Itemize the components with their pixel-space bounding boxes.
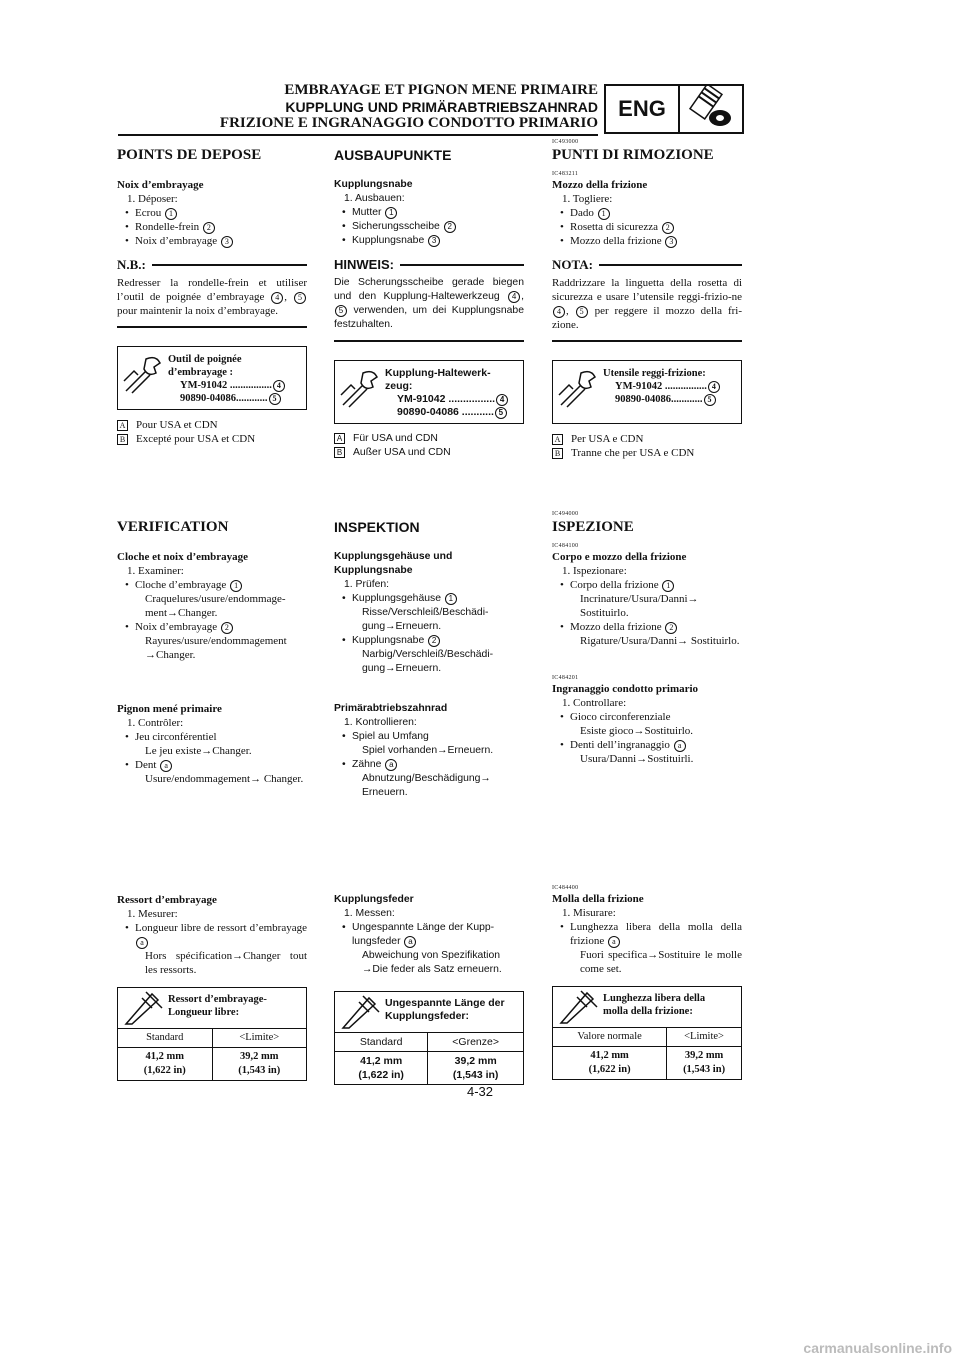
tool-part-number: 90890-04086............ 5: [168, 392, 306, 405]
tool-part-number: 90890-04086............ 5: [603, 393, 741, 406]
spec-limit-value: 39,2 mm (1,543 in): [452, 1055, 499, 1081]
it-code: IC484400: [552, 885, 579, 891]
list-item: • Dado 1: [552, 206, 742, 220]
list-item: • Dent a: [117, 758, 307, 772]
spec-col-standard: Standard: [335, 1033, 428, 1052]
spec-limit-value: 39,2 mm (1,543 in): [238, 1051, 281, 1076]
legend-b: B Außer USA und CDN: [334, 446, 524, 460]
list-item-detail: Craquelures/usure/endommage-ment→Changer.: [145, 593, 286, 619]
de-spring-heading: Kupplungsfeder: [334, 894, 414, 905]
it-special-tool-box: [552, 360, 742, 424]
legend-a: A Für USA und CDN: [334, 432, 524, 446]
fr-note-text: Redresser la rondelle-frein et utiliser l’outil de poignée d’embrayage 4 , 5 pour maintenir la noix d’embrayage.: [117, 277, 307, 317]
spec-col-limit: <Limite>: [667, 1028, 741, 1047]
list-item-detail: Rayures/usure/endommagement →Changer.: [145, 635, 287, 661]
it-note-rule: [552, 340, 742, 342]
fr-special-tool-box: [117, 346, 307, 410]
it-housing-heading: Corpo e mozzo della frizione: [552, 551, 687, 563]
column-it-inspection: [552, 510, 742, 766]
spec-title-cont: molla della frizione:: [603, 1006, 693, 1017]
spec-title: Ungespannte Länge der: [385, 997, 505, 1009]
list-item: • Jeu circonférentiel: [117, 730, 307, 744]
de-note-heading: HINWEIS:: [334, 258, 524, 272]
wrench-icon: [339, 367, 381, 411]
de-examine: 1. Prüfen:: [344, 579, 390, 590]
list-item-detail: Fuori specifica→Sostituire le molle come set.: [580, 949, 742, 975]
spec-col-standard: Standard: [118, 1029, 212, 1048]
column-de-spring: [334, 893, 524, 1085]
column-fr-inspection: [117, 518, 307, 786]
spec-standard-value: 41,2 mm (1,622 in): [335, 1052, 428, 1085]
spec-col-standard: Valore normale: [553, 1028, 667, 1047]
list-item: • Kupplungsnabe 2: [334, 634, 524, 648]
it-code: IC493000: [552, 139, 579, 145]
legend-a: A Pour USA et CDN: [117, 418, 307, 432]
fr-removal-title: POINTS DE DEPOSE: [117, 147, 262, 163]
it-code: IC494000: [552, 511, 579, 517]
de-hub-heading: Kupplungsnabe: [334, 179, 413, 190]
fr-note-heading: N.B.:: [117, 258, 307, 272]
list-item-detail: Risse/Verschleiß/Beschädi-gung→Erneuern.: [362, 607, 489, 632]
header-title-de: KUPPLUNG UND PRIMÄRABTRIEBSZAHNRAD: [285, 99, 598, 115]
page-number: 4-32: [466, 1084, 494, 1099]
header-title-it: FRIZIONE E INGRANAGGIO CONDOTTO PRIMARIO: [219, 115, 598, 131]
list-item-detail: Incrinature/Usura/Danni→ Sostituirlo.: [580, 593, 699, 619]
list-item: • Rondelle-frein 2: [117, 220, 307, 234]
de-gear-heading: Primärabtriebszahnrad: [334, 703, 448, 714]
it-step1: 1. Togliere:: [562, 193, 613, 205]
de-housing-heading: Kupplungsgehäuse und Kupplungsnabe: [334, 551, 453, 576]
list-item-detail: Usura/Danni→Sostituirli.: [580, 753, 694, 765]
tool-name: Utensile reggi-frizione:: [603, 368, 706, 379]
list-item-detail: Rigature/Usura/Danni→ Sostituirlo.: [580, 635, 740, 647]
wrench-icon: [557, 367, 599, 411]
tool-part-number: YM-91042 ................ 4: [385, 393, 523, 406]
fr-measure: 1. Mesurer:: [127, 908, 178, 920]
fr-spec-box: [117, 987, 307, 1081]
list-item: • Mozzo della frizione 2: [552, 620, 742, 634]
it-code: IC483211: [552, 171, 579, 177]
list-item: • Sicherungsscheibe 2: [334, 220, 524, 234]
column-it: [552, 138, 742, 460]
list-item: • Cloche d’embrayage 1: [117, 578, 307, 592]
caliper-icon: [122, 990, 164, 1026]
legend-a: A Per USA e CDN: [552, 432, 742, 446]
header-rule: [118, 134, 598, 136]
list-item: • Kupplungsgehäuse 1: [334, 592, 524, 606]
column-fr: [117, 146, 307, 446]
list-item: • Gioco circonferenziale: [552, 710, 742, 724]
spec-limit-value: 39,2 mm (1,543 in): [683, 1050, 726, 1075]
spec-standard-value: 41,2 mm (1,622 in): [553, 1047, 667, 1080]
it-note-text: Raddrizzare la linguetta della rosetta di sicurezza e usare l’utensile reggi-frizio-ne 4 , 5 per reggere il mozzo della fri-zione.: [552, 277, 743, 331]
list-item-detail: Abnutzung/Beschädigung→ Erneuern.: [362, 773, 491, 798]
list-item: • Noix d’embrayage 3: [117, 234, 307, 248]
eng-label: ENG: [606, 86, 680, 132]
it-check: 1. Controllare:: [562, 697, 627, 709]
list-item: • Mozzo della frizione 3: [552, 234, 742, 248]
fr-gear-heading: Pignon mené primaire: [117, 703, 222, 715]
list-item: • Noix d’embrayage 2: [117, 620, 307, 634]
de-spec-box: [334, 991, 524, 1085]
fr-spring-heading: Ressort d’embrayage: [117, 894, 217, 906]
spec-title: Lunghezza libera della: [603, 993, 706, 1004]
spec-title-cont: Longueur libre:: [168, 1007, 240, 1018]
it-spec-box: [552, 986, 742, 1080]
spec-title: Ressort d’embrayage-: [168, 994, 267, 1005]
list-item: • Rosetta di sicurezza 2: [552, 220, 742, 234]
list-item: • Ungespannte Länge der Kupp-lungsfeder a: [334, 921, 524, 949]
list-item: • Ecrou 1: [117, 206, 307, 220]
list-item: • Mutter 1: [334, 206, 524, 220]
list-item-detail: Usure/endommagement→ Changer.: [145, 773, 304, 785]
fr-check: 1. Contrôler:: [127, 717, 184, 729]
it-insp-title: ISPEZIONE: [552, 519, 634, 535]
tool-part-number: 90890-04086 ........... 5: [385, 406, 523, 419]
it-hub-heading: Mozzo della frizione: [552, 179, 648, 191]
spec-standard-value: 41,2 mm (1,622 in): [118, 1048, 212, 1081]
header-title-fr: EMBRAYAGE ET PIGNON MENE PRIMAIRE: [284, 82, 598, 98]
fr-housing-heading: Cloche et noix d’embrayage: [117, 551, 249, 563]
list-item-detail: Hors spécification→Changer tout les ressorts.: [145, 950, 307, 976]
de-measure: 1. Messen:: [344, 908, 395, 919]
list-item: • Kupplungsnabe 3: [334, 234, 524, 248]
de-insp-title: INSPEKTION: [334, 519, 420, 535]
list-item-detail: Spiel vorhanden→Erneuern.: [362, 745, 494, 756]
list-item: • Corpo della frizione 1: [552, 578, 742, 592]
caliper-icon: [557, 989, 599, 1025]
it-removal-title: PUNTI DI RIMOZIONE: [552, 147, 714, 163]
it-code: IC484100: [552, 543, 579, 549]
fr-examine: 1. Examiner:: [127, 565, 184, 577]
spec-col-limit: <Grenze>: [428, 1033, 523, 1052]
it-note-heading: NOTA:: [552, 258, 742, 272]
de-special-tool-box: [334, 360, 524, 424]
it-measure: 1. Misurare:: [562, 907, 616, 919]
list-item-detail: Esiste gioco→Sostituirlo.: [580, 725, 694, 737]
list-item: • Lunghezza libera della molla della frizione a: [552, 920, 742, 948]
de-note-rule: [334, 340, 524, 342]
spec-title-cont: Kupplungsfeder:: [385, 1010, 469, 1022]
column-de: [334, 146, 524, 460]
list-item-detail: Narbig/Verschleiß/Beschädi-gung→Erneuern.: [362, 649, 494, 674]
list-item-detail: Abweichung von Spezifikation →Die feder als Satz erneuern.: [362, 950, 502, 975]
wrench-icon: [122, 353, 164, 397]
de-check: 1. Kontrollieren:: [344, 717, 417, 728]
list-item-detail: Le jeu existe→Changer.: [145, 745, 252, 757]
de-note-text: Die Scherungsscheibe gerade biegen und den Kupplung-Haltewerkzeug 4 , 5 verwenden, um dei Kupplungsnabe festzuhalten.: [334, 277, 524, 330]
legend-b: B Excepté pour USA et CDN: [117, 432, 307, 446]
list-item: • Denti dell’ingranaggio a: [552, 738, 742, 752]
column-fr-spring: [117, 893, 307, 1081]
fr-insp-title: VERIFICATION: [117, 519, 229, 535]
tool-part-number: YM-91042 ................ 4: [168, 379, 306, 392]
tool-name: Kupplung-Haltewerk-: [385, 367, 491, 379]
tool-name-cont: d’embrayage :: [168, 367, 234, 378]
tool-name-cont: zeug:: [385, 380, 413, 392]
eng-badge: [604, 84, 744, 134]
spec-col-limit: <Limite>: [212, 1029, 306, 1048]
it-code: IC484201: [552, 675, 579, 681]
list-item: • Spiel au Umfang: [334, 730, 524, 744]
list-item: • Longueur libre de ressort d’embrayage a: [117, 921, 307, 949]
de-step1: 1. Ausbauen:: [344, 193, 405, 204]
it-spring-heading: Molla della frizione: [552, 893, 644, 905]
column-it-spring: [552, 884, 742, 1080]
it-gear-heading: Ingranaggio condotto primario: [552, 683, 699, 695]
list-item: • Zähne a: [334, 758, 524, 772]
caliper-icon: [339, 994, 381, 1030]
legend-b: B Tranne che per USA e CDN: [552, 446, 742, 460]
fr-note-rule: [117, 326, 307, 328]
fr-hub-heading: Noix d’embrayage: [117, 179, 204, 191]
it-examine: 1. Ispezionare:: [562, 565, 627, 577]
fr-step1: 1. Déposer:: [127, 193, 178, 205]
watermark: carmanualsonline.info: [803, 1340, 952, 1356]
tool-name: Outil de poignée: [168, 354, 242, 365]
engine-parts-icon: [680, 86, 742, 132]
de-removal-title: AUSBAUPUNKTE: [334, 147, 452, 163]
tool-part-number: YM-91042 ................ 4: [603, 380, 741, 393]
column-de-inspection: [334, 518, 524, 800]
